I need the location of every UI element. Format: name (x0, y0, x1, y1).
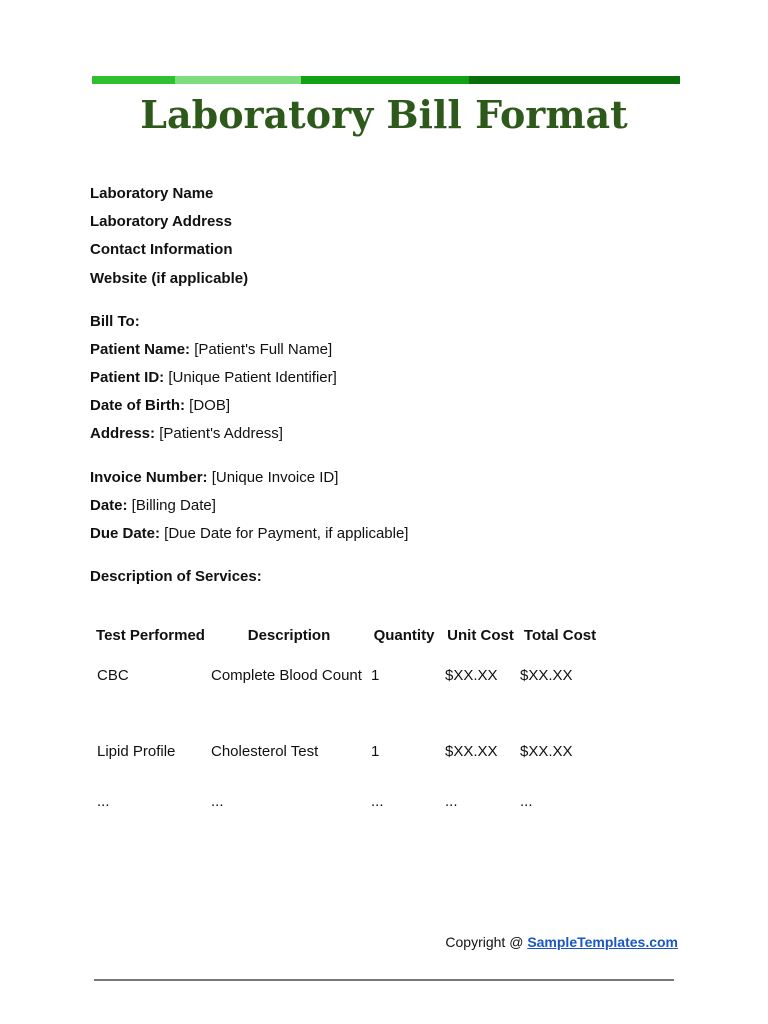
table-row (90, 662, 600, 738)
document-title: Laboratory Bill Format (140, 92, 628, 137)
services-heading-text: Description of Services: (90, 568, 262, 585)
cell-unit-cost: ... (445, 793, 458, 810)
patient-id-value: [Unique Patient Identifier] (164, 369, 337, 386)
lab-website-text: Website (if applicable) (90, 270, 249, 287)
lab-name (90, 184, 213, 204)
patient-name-label: Patient Name: (90, 341, 191, 358)
bill-to-heading-text: Bill To: (90, 313, 140, 330)
cell-description: ... (211, 793, 224, 810)
patient-id-label: Patient ID: (90, 369, 165, 386)
cell-total-cost: $XX.XX (520, 667, 573, 684)
cell-unit-cost: $XX.XX (445, 743, 498, 760)
col-header-unit-cost: Unit Cost (447, 627, 514, 644)
invoice-date-label: Date: (90, 497, 128, 514)
lab-name-text: Laboratory Name (90, 185, 214, 202)
cell-quantity: ... (371, 793, 384, 810)
cell-total-cost: $XX.XX (520, 743, 573, 760)
cell-test: ... (97, 793, 110, 810)
due-date-label: Due Date: (90, 525, 161, 542)
services-table (90, 620, 600, 828)
copyright-text: Copyright @ (445, 934, 528, 950)
copyright-notice (445, 934, 678, 950)
bar-segment-3 (301, 76, 469, 84)
col-header-total-cost: Total Cost (523, 627, 597, 644)
cell-description: Complete Blood Count (211, 667, 362, 684)
cell-test: Lipid Profile (97, 743, 176, 760)
lab-contact (90, 240, 233, 260)
cell-total-cost: ... (520, 793, 533, 810)
invoice-number-value: [Unique Invoice ID] (207, 469, 339, 486)
lab-website (90, 269, 248, 289)
cell-description: Cholesterol Test (211, 743, 319, 760)
bar-segment-2 (175, 76, 301, 84)
invoice-number-line (90, 468, 338, 488)
patient-name-line (90, 340, 332, 360)
col-header-description: Description (247, 627, 331, 644)
dob-line (90, 396, 230, 416)
cell-quantity: 1 (371, 743, 380, 760)
due-date-line (90, 524, 408, 544)
bar-segment-1 (92, 76, 175, 84)
address-line (90, 424, 283, 444)
cell-quantity: 1 (371, 667, 380, 684)
address-label: Address: (90, 425, 156, 442)
dob-label: Date of Birth: (90, 397, 185, 414)
dob-value: [DOB] (185, 397, 231, 414)
sampletemplates-link[interactable]: SampleTemplates.com (527, 934, 678, 950)
lab-address (90, 212, 232, 232)
lab-contact-text: Contact Information (90, 241, 233, 258)
table-row (90, 788, 600, 828)
bill-to-heading (90, 312, 140, 332)
invoice-date-value: [Billing Date] (127, 497, 216, 514)
cell-test: CBC (97, 667, 129, 684)
lab-address-text: Laboratory Address (90, 213, 232, 230)
invoice-number-label: Invoice Number: (90, 469, 208, 486)
table-header-row (90, 620, 600, 662)
services-heading (90, 567, 262, 587)
invoice-date-line (90, 496, 216, 516)
bar-segment-4 (469, 76, 680, 84)
col-header-test: Test Performed (96, 627, 205, 644)
cell-unit-cost: $XX.XX (445, 667, 498, 684)
address-value: [Patient's Address] (155, 425, 283, 442)
top-color-bar (92, 76, 680, 84)
patient-id-line (90, 368, 337, 388)
footer-divider (94, 979, 674, 981)
patient-name-value: [Patient's Full Name] (190, 341, 333, 358)
due-date-value: [Due Date for Payment, if applicable] (160, 525, 409, 542)
table-row (90, 738, 600, 788)
col-header-quantity: Quantity (373, 627, 435, 644)
